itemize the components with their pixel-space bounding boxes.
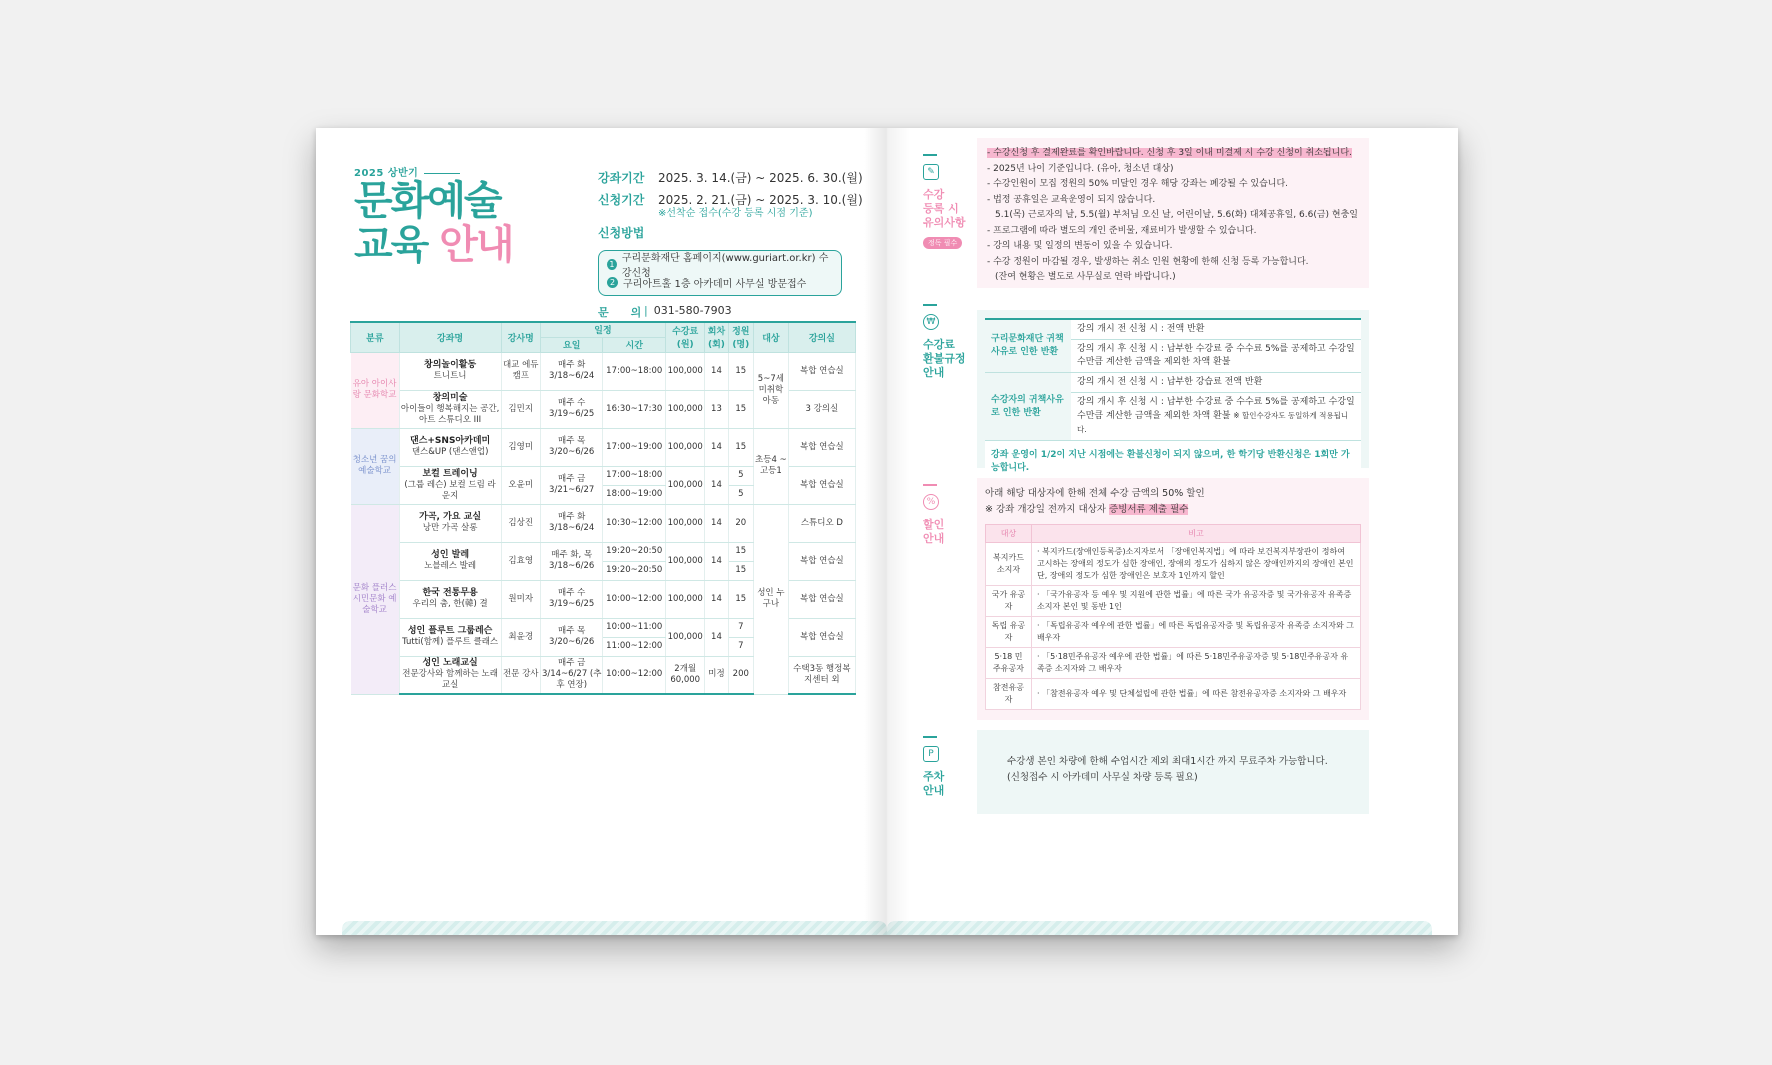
header-schedule: 일정: [540, 322, 665, 337]
course-title: 댄스+SNS아카데미: [410, 436, 491, 446]
left-page: [316, 128, 887, 935]
day-cell: 매주 수 3/19~6/25: [540, 580, 603, 618]
title-word-edu: 교육: [354, 222, 428, 268]
time-cell: 17:00~19:00: [603, 428, 666, 466]
refund-table: [985, 318, 1361, 441]
header-count: 회차 (회): [705, 322, 728, 352]
count-cell: 미정: [705, 656, 728, 694]
discount-intro: 아래 해당 대상자에 한해 전체 수강 금액의 50% 할인: [985, 488, 1205, 499]
count-cell: 14: [705, 618, 728, 656]
fee-cell: 100,000: [666, 504, 705, 542]
teacher-cell: 김상진: [501, 504, 540, 542]
course-subtitle: 우리의 춤, 한(韓) 결: [412, 599, 488, 609]
method-item: 구리아트홀 1층 아카데미 사무실 방문접수: [623, 278, 807, 290]
room-cell: 복합 연습실: [788, 352, 855, 390]
fee-cell: 2개월 60,000: [666, 656, 705, 694]
booklet-spread: [316, 128, 1458, 935]
note-line: - 법정 공휴일은 교육운영이 되지 않습니다.: [987, 194, 1156, 205]
category-cell: 유아 아이사랑 문화학교: [351, 352, 400, 428]
course-subtitle: (그룹 레슨) 보컬 드림 라운지: [404, 479, 496, 501]
refund-note: 강좌 운영이 1/2이 지난 시점에는 환불신청이 되지 않으며, 한 학기당 반환신청은 1회만 가능합니다.: [985, 441, 1361, 481]
fee-cell: 100,000: [666, 352, 705, 390]
teacher-cell: 김영미: [501, 428, 540, 466]
capacity-cell: 200: [728, 656, 753, 694]
header-category: 분류: [351, 322, 400, 352]
count-cell: 14: [705, 466, 728, 504]
fee-cell: 100,000: [666, 428, 705, 466]
fee-cell: 100,000: [666, 542, 705, 580]
bottom-wave-decoration: [887, 921, 1432, 935]
course-cell: [399, 580, 501, 618]
method-item: 구리문화재단 홈페이지(www.guriart.or.kr) 수강신청: [621, 253, 829, 279]
course-title: 보컬 트레이닝: [422, 468, 478, 479]
room-cell: 수택3동 행정복지센터 외: [788, 656, 855, 694]
capacity-cell: 5: [728, 466, 753, 485]
count-cell: 14: [705, 352, 728, 390]
method-box: [598, 250, 842, 296]
apply-value: 2025. 2. 21.(금) ~ 2025. 3. 10.(월): [658, 192, 863, 207]
capacity-cell: 15: [728, 561, 753, 580]
refund-rule: 강의 개시 후 신청 시 : 납부한 수강료 중 수수료 5%를 공제하고 수강일 수만큼 계산한 금액을 제외한 차액 환불 ※ 할인수강자도 동일하게 적용됩니다.: [1071, 393, 1361, 441]
time-cell: 16:30~17:30: [603, 390, 666, 428]
capacity-cell: 15: [728, 542, 753, 561]
discount-header-note: 비고: [1032, 525, 1361, 543]
section-dash: [923, 304, 937, 306]
fee-cell: 100,000: [666, 618, 705, 656]
day-cell: 매주 금 3/14~6/27 (추후 연장): [540, 656, 603, 694]
header-fee: 수강료 (원): [666, 322, 705, 352]
day-cell: 매주 화 3/18~6/24: [540, 504, 603, 542]
table-row: [985, 373, 1361, 393]
header-capacity: 정원 (명): [728, 322, 753, 352]
contact-separator: |: [644, 304, 648, 317]
header-target: 대상: [754, 322, 789, 352]
discount-table: [985, 524, 1361, 710]
target-cell: 성인 누구나: [754, 504, 789, 694]
period-value: 2025. 3. 14.(금) ~ 2025. 6. 30.(월): [658, 170, 863, 185]
teacher-cell: 김효영: [501, 542, 540, 580]
header-day: 요일: [540, 337, 603, 352]
table-row: [351, 352, 856, 390]
discount-panel: [977, 478, 1369, 720]
discount-detail: · 「독립유공자 예우에 관한 법률」에 따른 독립유공자증 및 독립유공자 유족증 소지자와 그 배우자: [1032, 617, 1361, 648]
course-cell: [399, 466, 501, 504]
refund-subnote: ※ 할인수강자도 동일하게 적용됩니다.: [1077, 411, 1349, 434]
percent-icon: %: [923, 494, 939, 510]
course-subtitle: 아이들이 행복해지는 공간, 아트 스튜디오 III: [400, 403, 500, 425]
refund-rule: 강의 개시 후 신청 시 : 납부한 수강료 중 수수료 5%를 공제하고 수강일 수만큼 계산한 금액을 제외한 차액 환불: [1071, 340, 1361, 373]
method-label: 신청방법: [598, 226, 645, 240]
count-cell: 14: [705, 580, 728, 618]
course-title: 한국 전통무용: [422, 588, 478, 598]
fee-cell: 100,000: [666, 580, 705, 618]
capacity-cell: 15: [728, 580, 753, 618]
title-word-guide: 안내: [439, 222, 513, 268]
parking-icon: P: [923, 746, 939, 762]
day-cell: 매주 금 3/21~6/27: [540, 466, 603, 504]
table-row: [986, 617, 1361, 648]
section-dash: [923, 736, 937, 738]
note-line: - 수강신청 후 결제완료를 확인바랍니다. 신청 후 3일 이내 미결제 시 수강 신청이 취소됩니다.: [987, 148, 1352, 158]
note-line: - 수강인원이 모집 정원의 50% 미달인 경우 해당 강좌는 폐강될 수 있습니다.: [987, 179, 1289, 189]
room-cell: 3 강의실: [788, 390, 855, 428]
day-cell: 매주 수 3/19~6/25: [540, 390, 603, 428]
time-cell: 11:00~12:00: [603, 637, 666, 656]
fee-cell: 100,000: [666, 466, 705, 504]
note-line: (잔여 현황은 별도로 사무실로 연락 바랍니다.): [995, 272, 1176, 282]
room-cell: 스튜디오 D: [788, 504, 855, 542]
discount-target: 5·18 민주유공자: [986, 648, 1032, 679]
count-cell: 14: [705, 504, 728, 542]
section-refund: [923, 304, 966, 380]
discount-requirement: ※ 강좌 개강일 전까지 대상자 증빙서류 제출 필수: [985, 504, 1189, 515]
course-cell: [399, 504, 501, 542]
discount-detail: · 복지카드(장애인등록증)소지자로서 「장애인복지법」에 따라 보건복지부장관이 정하여 고시하는 장애의 정도가 심한 장애인, 장애의 정도가 심하지 않은 장애인까지의 장애인 본인 단, 장애의 정도가 심한 장애인은 보호자 1인까지 할인: [1032, 543, 1361, 586]
capacity-cell: 7: [728, 637, 753, 656]
discount-target: 복지카드 소지자: [986, 543, 1032, 586]
discount-target: 독립 유공자: [986, 617, 1032, 648]
course-subtitle: 댄스&UP (댄스앤업): [411, 447, 489, 457]
target-cell: 초등4 ~ 고등1: [754, 428, 789, 504]
time-cell: 10:00~12:00: [603, 580, 666, 618]
time-cell: 18:00~19:00: [603, 485, 666, 504]
header-teacher: 강사명: [501, 322, 540, 352]
discount-detail: · 「5·18민주유공자 예우에 관한 법률」에 따른 5·18민주유공자증 및 5·18민주유공자 유족증 소지자와 그 배우자: [1032, 648, 1361, 679]
course-cell: [399, 542, 501, 580]
note-line: 5.1(목) 근로자의 날, 5.5(월) 부처님 오신 날, 어린이날, 5.6(화) 대체공휴일, 6.6(금) 현충일: [995, 210, 1358, 220]
right-page: [887, 128, 1458, 935]
room-cell: 복합 연습실: [788, 580, 855, 618]
capacity-cell: 20: [728, 504, 753, 542]
capacity-cell: 15: [728, 352, 753, 390]
refund-case-label: 구리문화재단 귀책 사유로 인한 반환: [985, 319, 1071, 373]
course-cell: [399, 352, 501, 390]
teacher-cell: 오윤미: [501, 466, 540, 504]
count-cell: 14: [705, 428, 728, 466]
section-registration: [923, 154, 966, 249]
info-block: [598, 166, 863, 320]
note-line: - 강의 내용 및 일정의 변동이 있을 수 있습니다.: [987, 241, 1173, 251]
discount-header-target: 대상: [986, 525, 1032, 543]
discount-detail: · 「국가유공자 등 예우 및 지원에 관한 법률」에 따른 국가 유공자증 및 국가유공자 유족증 소지자 본인 및 동반 1인: [1032, 586, 1361, 617]
header-time: 시간: [603, 337, 666, 352]
time-cell: 10:30~12:00: [603, 504, 666, 542]
must-read-badge: 정독 필수: [923, 237, 962, 249]
fee-cell: 100,000: [666, 390, 705, 428]
day-cell: 매주 목 3/20~6/26: [540, 618, 603, 656]
capacity-cell: 5: [728, 485, 753, 504]
note-line: - 2025년 나이 기준입니다. (유아, 청소년 대상): [987, 163, 1174, 174]
title-line1: 문화예술: [354, 178, 501, 224]
won-coin-icon: ₩: [923, 314, 939, 330]
section-parking: [923, 736, 944, 798]
time-cell: 17:00~18:00: [603, 352, 666, 390]
teacher-cell: 전문 강사: [501, 656, 540, 694]
time-cell: 10:00~11:00: [603, 618, 666, 637]
discount-target: 참전유공자: [986, 679, 1032, 710]
discount-target: 국가 유공자: [986, 586, 1032, 617]
teacher-cell: 김민지: [501, 390, 540, 428]
header-room: 강의실: [788, 322, 855, 352]
time-cell: 19:20~20:50: [603, 561, 666, 580]
section-discount: [923, 484, 944, 546]
day-cell: 매주 목 3/20~6/26: [540, 428, 603, 466]
refund-rule: 강의 개시 전 신청 시 : 납부한 강습료 전액 반환: [1071, 373, 1361, 393]
teacher-cell: 대교 에듀 캠프: [501, 352, 540, 390]
parking-text: 수강생 본인 차량에 한해 수업시간 제외 최대1시간 까지 무료주차 가능합니다.: [1007, 756, 1328, 767]
table-row: [986, 648, 1361, 679]
room-cell: 복합 연습실: [788, 618, 855, 656]
category-cell: 문화 플러스 시민문화 예술학교: [351, 504, 400, 694]
number-1-icon: 1: [607, 259, 617, 270]
registration-notes-panel: [977, 138, 1369, 288]
bottom-wave-decoration: [342, 921, 887, 935]
document-icon: ✎: [923, 164, 939, 180]
schedule-table: [350, 321, 856, 695]
section-title: 수강 등록 시 유의사항: [923, 188, 966, 229]
parking-subtext: (신청접수 시 아카데미 사무실 차량 등록 필요): [1007, 772, 1198, 783]
count-cell: 13: [705, 390, 728, 428]
course-subtitle: 트니트니: [433, 371, 467, 381]
section-dash: [923, 484, 937, 486]
section-title: 수강료 환불규정 안내: [923, 338, 966, 379]
course-subtitle: 낭만 가곡 살롱: [422, 523, 478, 533]
time-cell: 17:00~18:00: [603, 466, 666, 485]
apply-note: ※선착순 접수(수강 등록 시점 기준): [658, 208, 813, 219]
capacity-cell: 15: [728, 428, 753, 466]
course-title: 창의미술: [432, 392, 468, 403]
refund-panel: [977, 310, 1369, 473]
course-subtitle: 전문강사와 함께하는 노래교실: [402, 669, 498, 691]
contact-phone: 031-580-7903: [653, 304, 732, 317]
table-row: [351, 428, 856, 466]
course-title: 성인 노래교실: [422, 658, 478, 669]
room-cell: 복합 연습실: [788, 466, 855, 504]
count-cell: 14: [705, 542, 728, 580]
teacher-cell: 원미자: [501, 580, 540, 618]
parking-panel: [977, 730, 1369, 814]
category-cell: 청소년 꿈의 예술학교: [351, 428, 400, 504]
course-title: 성인 플루트 그룹레슨: [407, 626, 493, 636]
day-cell: 매주 화 3/18~6/24: [540, 352, 603, 390]
course-subtitle: Tutti(함께) 플루트 클래스: [402, 637, 499, 647]
target-cell: 5~7세 미취학 아동: [754, 352, 789, 428]
refund-case-label: 수강자의 귀책사유로 인한 반환: [985, 373, 1071, 441]
contact-label: 문 의: [598, 306, 642, 319]
time-cell: 19:20~20:50: [603, 542, 666, 561]
header-course: 강좌명: [399, 322, 501, 352]
capacity-cell: 15: [728, 390, 753, 428]
note-line: - 수강 정원이 마감될 경우, 발생하는 취소 인원 현황에 한해 신청 등록 가능합니다.: [987, 256, 1309, 267]
title-line2: [354, 223, 513, 267]
table-row: [986, 586, 1361, 617]
table-row: [986, 679, 1361, 710]
day-cell: 매주 화, 목 3/18~6/26: [540, 542, 603, 580]
capacity-cell: 7: [728, 618, 753, 637]
course-title: 창의놀이활동: [424, 360, 477, 370]
number-2-icon: 2: [607, 277, 618, 288]
course-cell: [399, 656, 501, 694]
table-row: [351, 504, 856, 542]
section-title: 주차 안내: [923, 770, 945, 797]
title-block: [354, 164, 513, 267]
note-line: - 프로그램에 따라 별도의 개인 준비물, 재료비가 발생할 수 있습니다.: [987, 225, 1257, 236]
apply-label: 신청기간: [598, 192, 645, 207]
course-subtitle: 노블레스 발레: [424, 561, 477, 571]
year-label: 2025 상반기: [354, 164, 513, 179]
table-row: [985, 319, 1361, 340]
period-label: 강좌기간: [598, 170, 645, 185]
discount-detail: · 「참전유공자 예우 및 단체설립에 관한 법률」에 따른 참전유공자증 소지자와 그 배우자: [1032, 679, 1361, 710]
course-title: 성인 발레: [431, 550, 470, 560]
course-cell: [399, 390, 501, 428]
course-cell: [399, 618, 501, 656]
section-dash: [923, 154, 937, 156]
table-row: [986, 543, 1361, 586]
section-title: 할인 안내: [923, 518, 945, 545]
teacher-cell: 최윤경: [501, 618, 540, 656]
course-cell: [399, 428, 501, 466]
room-cell: 복합 연습실: [788, 428, 855, 466]
room-cell: 복합 연습실: [788, 542, 855, 580]
time-cell: 10:00~12:00: [603, 656, 666, 694]
course-title: 가곡, 가요 교실: [419, 512, 482, 522]
refund-rule: 강의 개시 전 신청 시 : 전액 반환: [1071, 319, 1361, 340]
